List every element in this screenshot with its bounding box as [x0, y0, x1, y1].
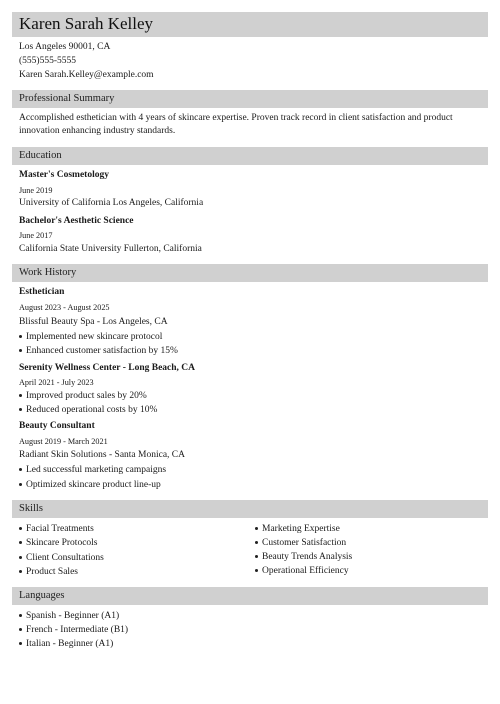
- education-section-title: Education: [19, 150, 62, 161]
- bullet-icon: [19, 483, 22, 486]
- skill-item: [19, 566, 78, 578]
- skill-item: [19, 552, 104, 564]
- list-item: [19, 404, 157, 416]
- skill-item: [19, 523, 94, 535]
- bullet-icon: [255, 541, 258, 544]
- list-item-text: Reduced operational costs by 10%: [26, 405, 158, 415]
- languages-section-bar: [12, 587, 488, 605]
- skill-item: [255, 523, 340, 535]
- education-degree: Bachelor's Aesthetic Science: [19, 216, 134, 226]
- skill-text: Beauty Trends Analysis: [262, 552, 353, 562]
- job-company: Radiant Skin Solutions - Santa Monica, CA: [19, 450, 185, 460]
- skill-text: Product Sales: [26, 567, 78, 577]
- skill-text: Operational Efficiency: [262, 566, 349, 576]
- bullet-icon: [19, 335, 22, 338]
- bullet-icon: [19, 408, 22, 411]
- bullet-icon: [19, 527, 22, 530]
- job-dates: August 2023 - August 2025: [19, 303, 110, 312]
- list-item-text: Led successful marketing campaigns: [26, 465, 167, 475]
- skill-text: Marketing Expertise: [262, 524, 340, 534]
- language-text: French - Intermediate (B1): [26, 625, 129, 635]
- list-item-text: Implemented new skincare protocol: [26, 332, 163, 342]
- skill-item: [255, 551, 352, 563]
- language-text: Italian - Beginner (A1): [26, 639, 114, 649]
- skill-item: [19, 537, 98, 549]
- education-date: June 2019: [19, 186, 53, 195]
- skill-item: [255, 537, 346, 549]
- work-section-title: Work History: [19, 267, 77, 278]
- education-school: California State University Fullerton, California: [19, 244, 202, 254]
- skills-section-bar: [12, 500, 488, 518]
- job-title: Beauty Consultant: [19, 421, 95, 431]
- list-item: [19, 345, 178, 357]
- job-title: Esthetician: [19, 287, 65, 297]
- skills-section-title: Skills: [19, 503, 43, 514]
- skill-item: [255, 565, 349, 577]
- bullet-icon: [255, 569, 258, 572]
- language-item: [19, 624, 128, 636]
- list-item: [19, 464, 166, 476]
- list-item-text: Enhanced customer satisfaction by 15%: [26, 346, 178, 356]
- languages-section-title: Languages: [19, 590, 65, 601]
- list-item: [19, 331, 162, 343]
- contact-email: Karen Sarah.Kelley@example.com: [19, 70, 154, 80]
- skill-text: Client Consultations: [26, 553, 104, 563]
- job-dates: August 2019 - March 2021: [19, 437, 108, 446]
- bullet-icon: [19, 394, 22, 397]
- bullet-icon: [19, 468, 22, 471]
- summary-text: Accomplished esthetician with 4 years of skincare expertise. Proven track record in client satisfaction and product innovation enhancing industry standards.: [19, 113, 453, 136]
- job-company: Blissful Beauty Spa - Los Angeles, CA: [19, 317, 168, 327]
- list-item-text: Optimized skincare product line-up: [26, 480, 161, 490]
- work-section-bar: [12, 264, 488, 282]
- bullet-icon: [255, 527, 258, 530]
- contact-address: Los Angeles 90001, CA: [19, 42, 111, 52]
- language-text: Spanish - Beginner (A1): [26, 611, 120, 621]
- skill-text: Customer Satisfaction: [262, 538, 347, 548]
- bullet-icon: [19, 570, 22, 573]
- list-item: [19, 479, 161, 491]
- bullet-icon: [19, 541, 22, 544]
- job-dates: April 2021 - July 2023: [19, 378, 94, 387]
- list-item-text: Improved product sales by 20%: [26, 391, 147, 401]
- candidate-name: Karen Sarah Kelley: [19, 14, 154, 33]
- list-item: [19, 390, 147, 402]
- bullet-icon: [19, 349, 22, 352]
- bullet-icon: [19, 556, 22, 559]
- bullet-icon: [255, 555, 258, 558]
- education-section-bar: [12, 147, 488, 165]
- education-date: June 2017: [19, 231, 53, 240]
- job-title: Serenity Wellness Center - Long Beach, CA: [19, 363, 196, 373]
- language-item: [19, 610, 119, 622]
- bullet-icon: [19, 628, 22, 631]
- skill-text: Skincare Protocols: [26, 538, 98, 548]
- summary-section-title: Professional Summary: [19, 93, 115, 104]
- education-school: University of California Los Angeles, California: [19, 198, 204, 208]
- bullet-icon: [19, 614, 22, 617]
- education-degree: Master's Cosmetology: [19, 170, 109, 180]
- bullet-icon: [19, 642, 22, 645]
- contact-phone: (555)555-5555: [19, 56, 76, 66]
- language-item: [19, 638, 113, 650]
- skill-text: Facial Treatments: [26, 524, 94, 534]
